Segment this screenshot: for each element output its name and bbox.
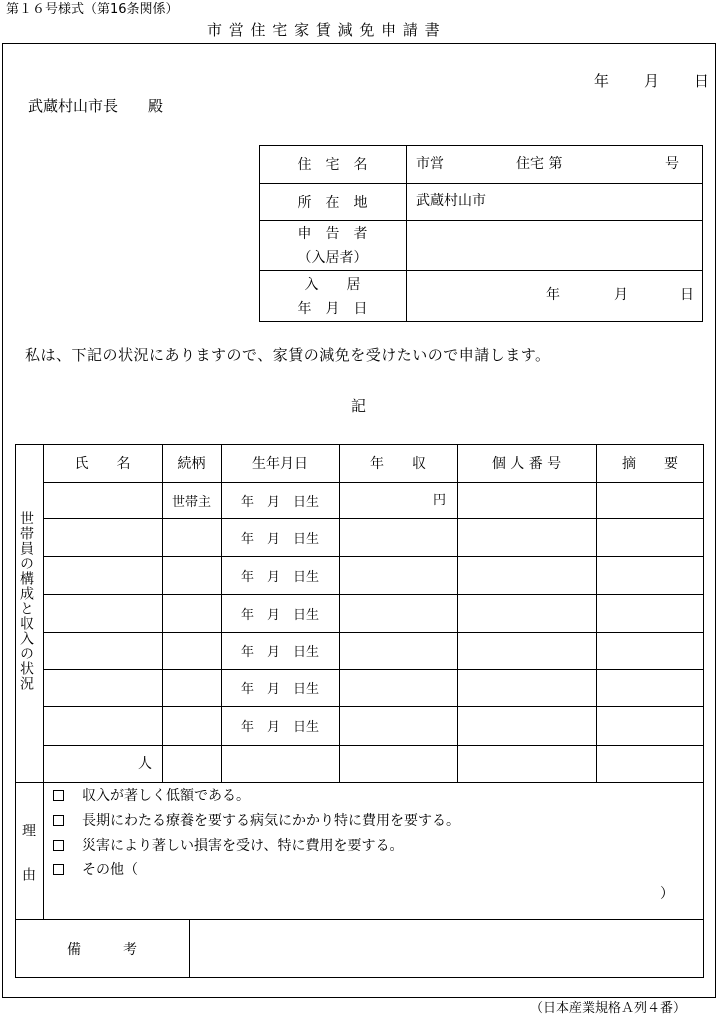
addressee: 武蔵村山市長 殿: [28, 97, 164, 115]
birthdate-row-6: 年 月 日生: [240, 682, 319, 697]
remarks-label: 備 考: [67, 941, 137, 958]
birthdate-row-2: 年 月 日生: [240, 531, 319, 547]
header-name: 氏 名: [74, 456, 131, 472]
applicant-label: 申 告 者: [297, 226, 368, 242]
reasons-side-label: 理 由: [20, 823, 36, 889]
form-title: 市 営 住 宅 家 賃 減 免 申 請 書: [207, 21, 441, 39]
birthdate-row-3: 年 月 日生: [240, 569, 319, 585]
applicant-name-field[interactable]: [406, 220, 703, 270]
housing-name-mid: 住宅 第: [516, 156, 563, 172]
household-side-label: 世帯員の構成と収入の状況: [18, 511, 34, 691]
housing-name-number-unit: 号: [665, 156, 679, 172]
remarks-field[interactable]: [189, 919, 704, 978]
header-income: 年 収: [370, 456, 426, 472]
date-year: 年: [594, 72, 610, 90]
checkbox-icon[interactable]: [53, 815, 64, 826]
form-number: 第１６号様式（第16条関係）: [6, 2, 179, 17]
checkbox-icon[interactable]: [53, 864, 64, 875]
header-personal-number: 個 人 番 号: [491, 456, 562, 472]
reason-item-2[interactable]: 長期にわたる療養を要する病気にかかり特に費用を要する。: [53, 814, 460, 828]
housing-name-label: 住 宅 名: [297, 157, 368, 173]
date-month: 月: [644, 72, 660, 90]
household-count-unit: 人: [138, 756, 152, 772]
checkbox-icon[interactable]: [53, 790, 64, 801]
reason-item-3[interactable]: 災害により著しい損害を受け、特に費用を要する。: [53, 839, 403, 853]
reason-item-1[interactable]: 収入が著しく低額である。: [53, 789, 250, 803]
move-in-label: 入 居: [304, 277, 361, 293]
move-in-day: 日: [680, 287, 694, 303]
move-in-sub-label: 年 月 日: [297, 301, 368, 317]
date-day: 日: [694, 72, 710, 90]
move-in-month: 月: [614, 287, 628, 303]
birthdate-row-4: 年 月 日生: [240, 607, 319, 623]
checkbox-icon[interactable]: [53, 840, 64, 851]
applicant-sub-label: （入居者）: [297, 250, 368, 266]
note-heading: 記: [351, 397, 367, 415]
footer-note: （日本産業規格Ａ列４番）: [530, 1001, 687, 1016]
statement: 私は、下記の状況にありますので、家賃の減免を受けたいので申請します。: [25, 346, 551, 364]
header-relation: 続柄: [177, 456, 206, 472]
reason-closing-paren: ）: [660, 886, 674, 902]
location-label: 所 在 地: [297, 194, 368, 211]
birthdate-row-5: 年 月 日生: [240, 645, 319, 660]
location-value: 武蔵村山市: [416, 193, 486, 209]
move-in-year: 年: [546, 287, 560, 303]
relation-head-of-household: 世帯主: [171, 494, 211, 510]
header-birthdate: 生年月日: [252, 456, 308, 472]
header-remarks: 摘 要: [622, 456, 678, 472]
reason-item-4[interactable]: その他（: [53, 863, 138, 877]
birthdate-row-7: 年 月 日生: [240, 720, 319, 735]
income-unit: 円: [433, 493, 447, 508]
birthdate-row-1: 年 月 日生: [240, 494, 319, 510]
housing-name-city: 市営: [416, 156, 444, 172]
